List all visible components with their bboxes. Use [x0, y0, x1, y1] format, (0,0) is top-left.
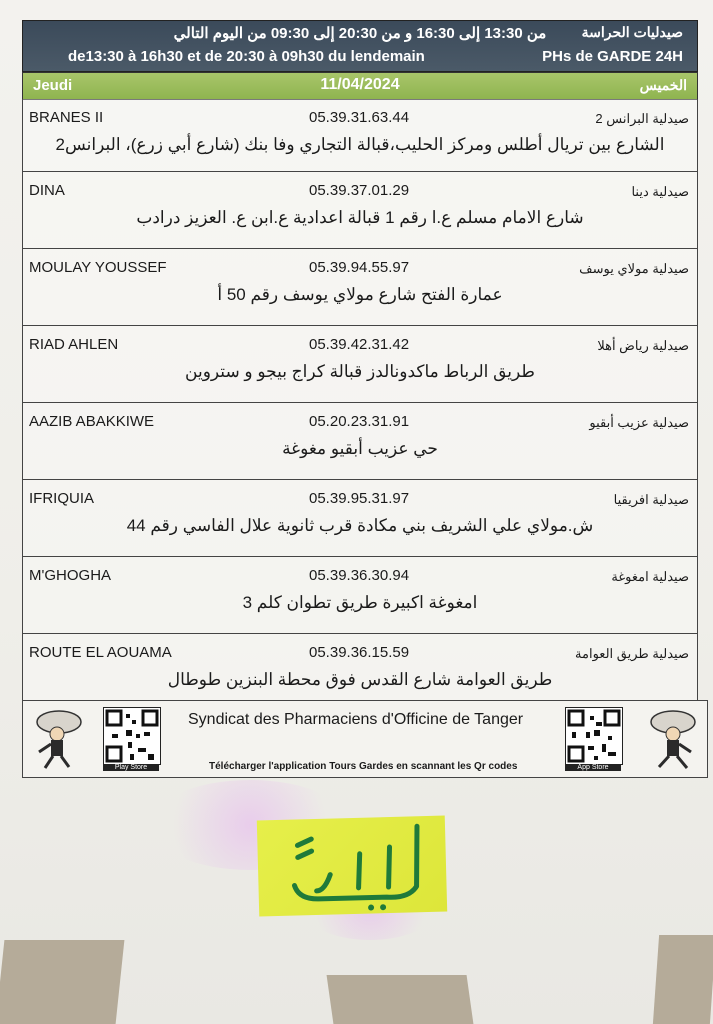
pharmacy-name-fr: RIAD AHLEN — [29, 336, 119, 353]
hours-french: de13:30 à 16h30 et de 20:30 à 09h30 du lendemain — [68, 48, 425, 65]
pharmacy-row — [22, 326, 698, 403]
pharmacy-row — [22, 172, 698, 249]
pharmacy-address: الشارع بين تريال أطلس ومركز الحليب،قبالة التجاري وفا بنك (شارع أبي زرع)، البرانس2 — [55, 135, 665, 154]
date-label: 11/04/2024 — [320, 76, 400, 93]
pharmacy-phone: 05.39.37.01.29 — [309, 182, 410, 199]
pharmacy-address: حي عزيب أبقيو مغوغة — [282, 439, 438, 458]
pharmacy-name-ar: صيدلية افريقيا — [613, 492, 689, 507]
header-banner — [22, 20, 698, 72]
tape-piece — [0, 940, 124, 1024]
footer-panel — [22, 700, 708, 778]
pharmacy-address: طريق الرباط ماكدونالدز قبالة كراج بيجو و ستروين — [185, 362, 535, 381]
footer-subtitle: Télécharger l'application Tours Gardes en scannant les Qr codes — [209, 761, 518, 772]
qr-code-icon[interactable] — [565, 707, 623, 765]
pharmacy-row — [22, 99, 698, 172]
title-arabic: صيدليات الحراسة — [581, 24, 683, 40]
title-french: PHs de GARDE 24H — [542, 48, 683, 65]
play-store-label: Play Store — [103, 764, 159, 771]
pharmacy-phone: 05.39.42.31.42 — [309, 336, 410, 353]
pharmacy-address: امغوغة اكبيرة طريق تطوان كلم 3 — [242, 593, 478, 612]
pharmacy-name-ar: صيدلية مولاي يوسف — [579, 261, 689, 276]
pharmacy-phone: 05.39.94.55.97 — [309, 259, 410, 276]
day-arabic: الخميس — [639, 77, 687, 93]
pharmacy-name-fr: M'GHOGHA — [29, 567, 112, 584]
pharmacy-name-ar: صيدلية رياض أهلا — [597, 338, 689, 353]
pharmacy-address: طريق العوامة شارع القدس فوق محطة البنزين طوطال — [167, 670, 553, 689]
pharmacy-name-fr: AAZIB ABAKKIWE — [29, 413, 155, 430]
pharmacy-row — [22, 249, 698, 326]
pharmacy-phone: 05.20.23.31.91 — [309, 413, 410, 430]
pharmacy-row — [22, 480, 698, 557]
pharmacy-name-fr: IFRIQUIA — [29, 490, 95, 507]
pharmacy-phone: 05.39.36.30.94 — [309, 567, 410, 584]
qr-code-icon[interactable] — [103, 707, 161, 765]
pharmacist-mascot-icon — [27, 704, 87, 772]
pharmacy-name-fr: BRANES II — [29, 109, 104, 126]
pharmacy-name-ar: صيدلية دينا — [631, 184, 689, 199]
date-bar — [22, 72, 698, 100]
pharmacist-mascot-icon — [643, 704, 703, 772]
pharmacy-phone: 05.39.95.31.97 — [309, 490, 410, 507]
day-french: Jeudi — [33, 77, 73, 94]
pharmacy-address: ش.مولاي علي الشريف بني مكادة قرب ثانوية علال الفاسي رقم 44 — [126, 516, 594, 535]
pharmacy-address: شارع الامام مسلم ع.ا رقم 1 قبالة اعدادية ع.ابن ع. العزيز درادب — [136, 208, 584, 227]
pharmacy-name-ar: صيدلية طريق العوامة — [575, 646, 689, 661]
handwritten-sticker — [257, 816, 447, 917]
pharmacy-name-ar: صيدلية عزيب أبقيو — [589, 415, 689, 430]
handwritten-night-note — [257, 816, 447, 917]
tape-piece — [327, 975, 474, 1024]
app-store-label: App Store — [565, 764, 621, 771]
pharmacy-name-ar: صيدلية البرانس 2 — [595, 111, 689, 126]
pharmacy-name-ar: صيدلية امغوغة — [611, 569, 689, 584]
pharmacy-name-fr: ROUTE EL AOUAMA — [29, 644, 172, 661]
pharmacy-row — [22, 403, 698, 480]
hours-arabic: من 13:30 إلى 16:30 و من 20:30 إلى 09:30 من اليوم التالي — [173, 25, 547, 42]
pharmacy-address: عمارة الفتح شارع مولاي يوسف رقم 50 أ — [217, 285, 503, 304]
tape-piece — [653, 935, 713, 1024]
pharmacy-phone: 05.39.36.15.59 — [309, 644, 410, 661]
pharmacy-list — [22, 99, 698, 711]
pharmacy-name-fr: DINA — [29, 182, 65, 199]
pharmacy-row — [22, 557, 698, 634]
footer-title: Syndicat des Pharmaciens d'Officine de Tanger — [188, 711, 524, 728]
pharmacy-name-fr: MOULAY YOUSSEF — [29, 259, 167, 276]
pharmacy-phone: 05.39.31.63.44 — [309, 109, 410, 126]
